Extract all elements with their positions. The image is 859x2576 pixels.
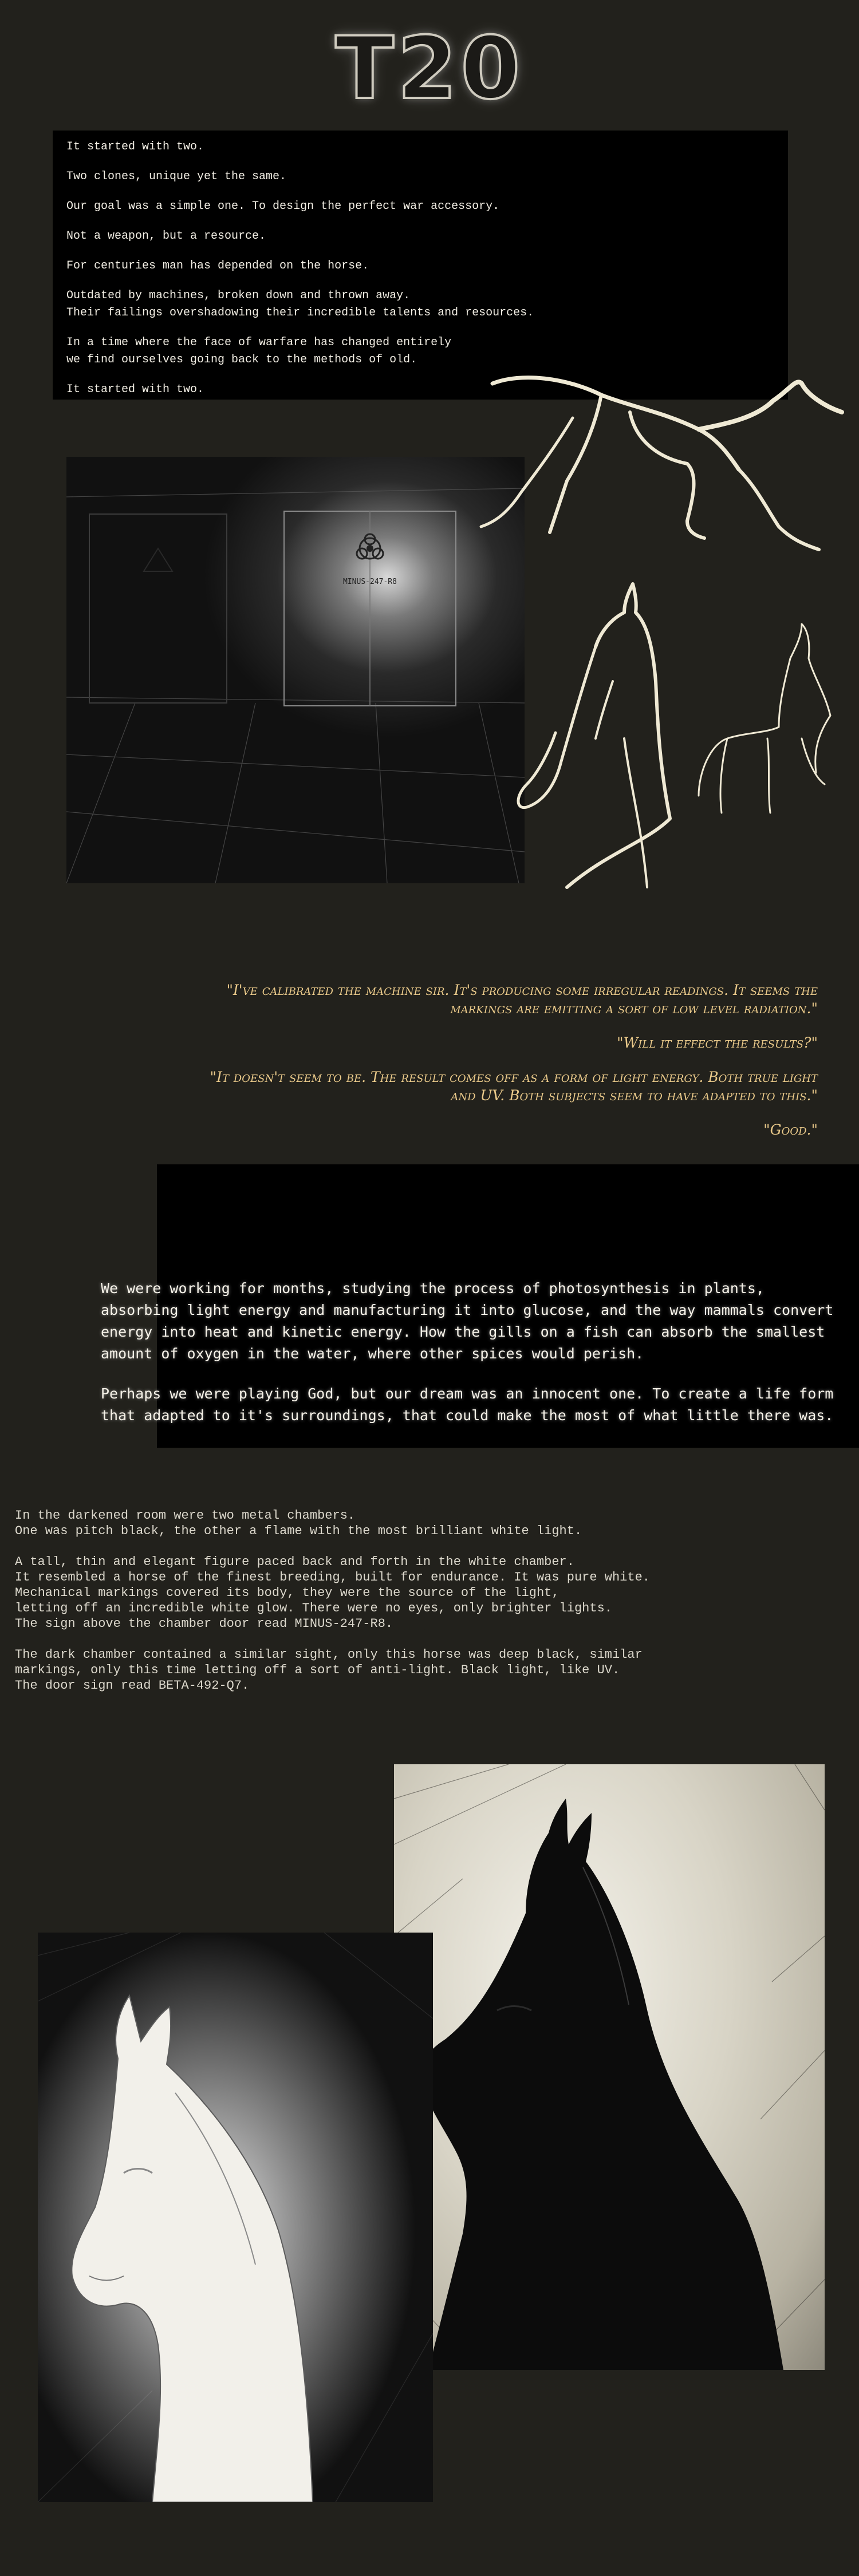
white-horse-illustration <box>38 1933 433 2502</box>
horse-line-drawings <box>458 338 859 956</box>
dialogue-line: "Good." <box>763 1121 818 1138</box>
intro-paragraph: Outdated by machines, broken down and thrown away. Their failings overshadowing their incredible talents and resources. <box>66 289 534 319</box>
horse-head-outline <box>567 584 670 887</box>
intro-paragraph: Not a weapon, but a resource. <box>66 230 266 243</box>
lab-chamber-illustration <box>66 457 525 883</box>
horse-tail <box>699 382 842 429</box>
horse-back-line <box>492 378 739 469</box>
intro-paragraph: Our goal was a simple one. To design the perfect war accessory. <box>66 200 500 213</box>
research-text <box>101 1278 845 1445</box>
dialogue-line: "I've calibrated the machine sir. It's producing some irregular readings. It seems the markings are emitting a sort of low level radiation." <box>226 982 818 1017</box>
black-horse-artwork <box>394 1764 825 2370</box>
dialogue-line: "It doesn't seem to be. The result comes off as a form of light energy. Both true light and UV. Both subjects seem to have adapted to this." <box>210 1069 818 1104</box>
lab-sketch <box>66 457 525 883</box>
dark-chamber-warning-icon <box>144 548 172 571</box>
title-banner <box>0 11 859 126</box>
intro-paragraph: It started with two. <box>66 140 204 153</box>
story-paragraph: A tall, thin and elegant figure paced back and forth in the white chamber. It resembled a horse of the finest breeding, built for endurance. It was pure white. Mechanical markings covered its body, they were the source of the light, letting off an incredible white glow. There were no eyes, only brighter lights. The sign above the chamber door read MINUS-247-R8. <box>15 1555 650 1631</box>
black-horse-illustration <box>394 1764 825 2370</box>
research-paragraph: Perhaps we were playing God, but our dream was an innocent one. To create a life form that adapted to it's surroundings, that could make the most of what little there was. <box>101 1385 834 1424</box>
research-paragraph: We were working for months, studying the process of photosynthesis in plants, absorbing light energy and manufacturing it into glucose, and the way mammals convert energy into heat and kinetic energy. How the gills on a fish can absorb the smallest amount of oxygen in the water, where other spices would perish. <box>101 1280 834 1362</box>
page-title: T20 <box>335 19 524 118</box>
intro-paragraph: It started with two. <box>66 383 204 396</box>
horse-outline-sketches <box>458 338 859 956</box>
dark-chamber-door <box>89 514 227 703</box>
intro-paragraph: In a time where the face of warfare has changed entirely we find ourselves going back to the methods of old. <box>66 336 452 366</box>
story-paragraph: The dark chamber contained a similar sight, only this horse was deep black, similar markings, only this time letting off a sort of anti-light. Black light, like UV. The door sign read BETA-492-Q7. <box>15 1647 643 1693</box>
story-text <box>15 1508 840 1709</box>
small-horse-outline <box>699 658 790 796</box>
story-paragraph: In the darkened room were two metal chambers. One was pitch black, the other a flame with the most brilliant white light. <box>15 1508 582 1538</box>
intro-paragraph: Two clones, unique yet the same. <box>66 170 287 183</box>
intro-paragraph: For centuries man has depended on the horse. <box>66 259 369 272</box>
chamber-door-sign: MINUS-247-R8 <box>343 578 397 586</box>
black-horse-silhouette <box>421 1799 783 2370</box>
dialogue-line: "Will it effect the results?" <box>617 1034 818 1051</box>
dialogue-block <box>188 981 818 1155</box>
white-horse-artwork <box>38 1933 433 2502</box>
